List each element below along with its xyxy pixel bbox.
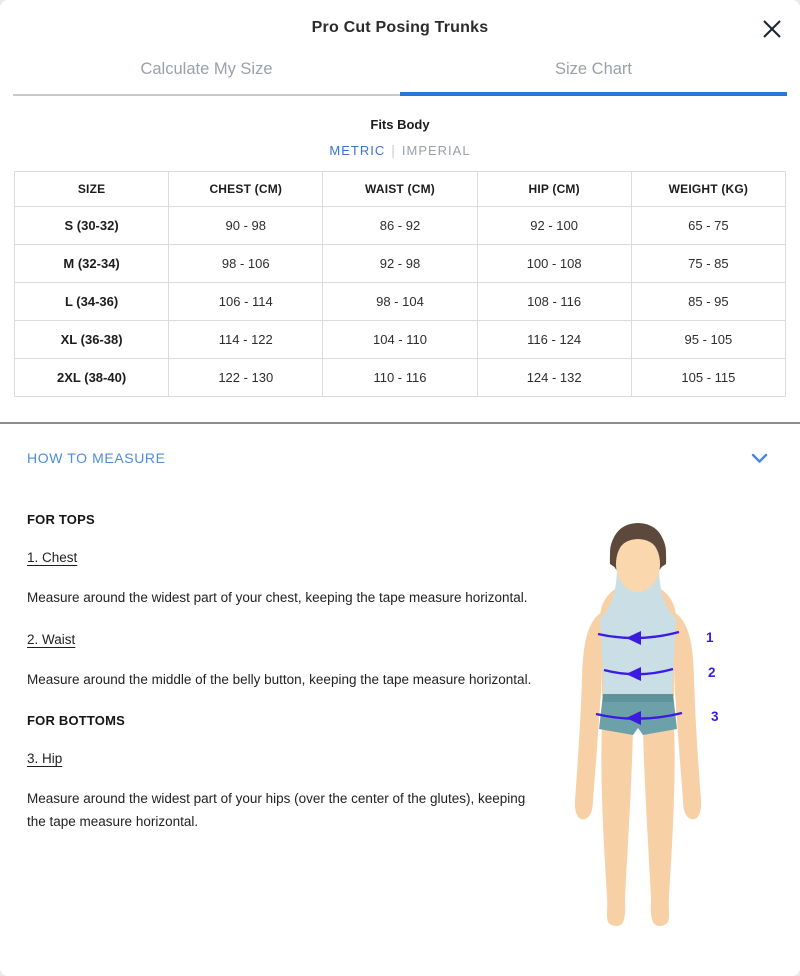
tab-size-chart[interactable] [400, 60, 787, 96]
table-row [15, 359, 786, 397]
table-header-row [15, 172, 786, 207]
column-header-waist: WAIST (CM) [323, 172, 477, 207]
hip-cell: 100 - 108 [477, 245, 631, 283]
size-cell: 2XL (38-40) [15, 359, 169, 397]
chest-cell: 90 - 98 [169, 207, 323, 245]
table-row [15, 321, 786, 359]
marker-1-chest: 1 [706, 630, 714, 645]
waist-cell: 86 - 92 [323, 207, 477, 245]
measurement-figure [556, 512, 796, 942]
waist-cell: 92 - 98 [323, 245, 477, 283]
measure-point-label-chest: 1. Chest [27, 550, 78, 565]
measure-content [0, 466, 800, 976]
hip-cell: 124 - 132 [477, 359, 631, 397]
measure-instructions [27, 512, 532, 833]
waist-cell: 98 - 104 [323, 283, 477, 321]
measure-point-text-chest: Measure around the widest part of your chest, keeping the tape measure horizontal. [27, 590, 528, 605]
marker-2-waist: 2 [708, 665, 716, 680]
how-to-measure-toggle[interactable] [0, 424, 800, 466]
fits-body-label: Fits Body [370, 117, 430, 132]
column-header-hip: HIP (CM) [477, 172, 631, 207]
column-header-chest: CHEST (CM) [169, 172, 323, 207]
imperial-option[interactable]: IMPERIAL [401, 143, 471, 158]
size-cell: L (34-36) [15, 283, 169, 321]
metric-option[interactable]: METRIC [329, 143, 386, 158]
chest-cell: 114 - 122 [169, 321, 323, 359]
size-cell: S (30-32) [15, 207, 169, 245]
column-header-size: SIZE [15, 172, 169, 207]
measure-point-text-waist: Measure around the middle of the belly button, keeping the tape measure horizontal. [27, 672, 532, 687]
unit-toggle [0, 142, 800, 158]
close-icon [760, 17, 784, 41]
close-button[interactable] [760, 17, 784, 41]
weight-cell: 65 - 75 [631, 207, 785, 245]
chevron-down-icon [751, 453, 768, 464]
marker-3-hip: 3 [711, 709, 719, 724]
size-chart-table [14, 171, 786, 397]
weight-cell: 75 - 85 [631, 245, 785, 283]
tab-bar [13, 60, 787, 96]
size-cell: M (32-34) [15, 245, 169, 283]
man-illustration [556, 512, 796, 942]
chest-cell: 98 - 106 [169, 245, 323, 283]
table-row [15, 207, 786, 245]
page-title: Pro Cut Posing Trunks [311, 19, 489, 36]
unit-separator: | [391, 142, 396, 158]
hip-cell: 92 - 100 [477, 207, 631, 245]
measure-point-label-hip: 3. Hip [27, 751, 63, 766]
measure-point-text-hip: Measure around the widest part of your hips (over the center of the glutes), keeping the tape measure horizontal. [27, 791, 526, 829]
hip-cell: 116 - 124 [477, 321, 631, 359]
chest-cell: 122 - 130 [169, 359, 323, 397]
measure-section-heading: FOR BOTTOMS [27, 713, 126, 728]
weight-cell: 95 - 105 [631, 321, 785, 359]
waist-cell: 104 - 110 [323, 321, 477, 359]
weight-cell: 105 - 115 [631, 359, 785, 397]
how-to-measure-label: HOW TO MEASURE [27, 450, 166, 466]
tab-label: Size Chart [554, 60, 633, 78]
hip-cell: 108 - 116 [477, 283, 631, 321]
waist-cell: 110 - 116 [323, 359, 477, 397]
modal-header [0, 0, 800, 40]
tab-label: Calculate My Size [140, 60, 273, 78]
weight-cell: 85 - 95 [631, 283, 785, 321]
tab-calculate-my-size[interactable] [13, 60, 400, 96]
chest-cell: 106 - 114 [169, 283, 323, 321]
column-header-weight: WEIGHT (KG) [631, 172, 785, 207]
measure-section-heading: FOR TOPS [27, 512, 95, 527]
size-cell: XL (36-38) [15, 321, 169, 359]
table-row [15, 283, 786, 321]
measure-point-label-waist: 2. Waist [27, 632, 76, 647]
table-row [15, 245, 786, 283]
